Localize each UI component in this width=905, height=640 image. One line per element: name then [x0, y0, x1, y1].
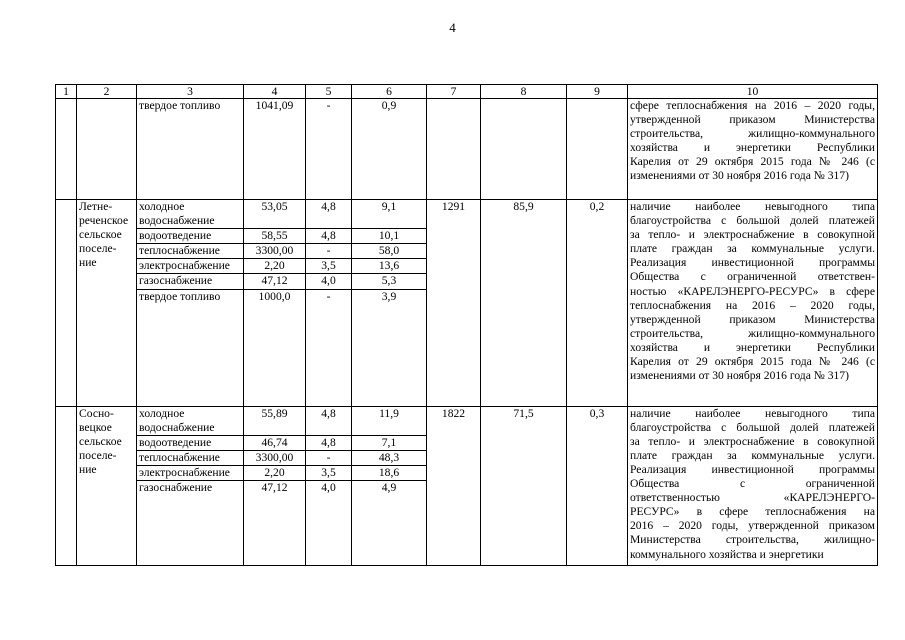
note-text: [628, 99, 878, 200]
value-col5: 4,0: [306, 274, 352, 289]
column-header-3: 3: [137, 85, 244, 99]
value-col9: [567, 99, 628, 200]
column-header-9: 9: [567, 85, 628, 99]
settlement-line: сельское: [79, 434, 122, 448]
value-col4: 58,55: [244, 229, 306, 244]
settlement-line: поселе-: [79, 448, 117, 462]
resource-name: твердое топливо: [137, 289, 244, 406]
value-col7: [427, 99, 481, 200]
settlement-line: реченское: [79, 214, 129, 228]
resource-name: твердое топливо: [137, 99, 244, 200]
value-col5: 4,8: [306, 406, 352, 435]
column-header-1: 1: [56, 85, 77, 99]
value-col6: 58,0: [352, 244, 427, 259]
resource-name: холодное водоснабжение: [137, 406, 244, 435]
value-col6: 0,9: [352, 99, 427, 200]
value-col5: -: [306, 244, 352, 259]
table-row: [56, 99, 878, 200]
block-sosnovetskoe: [56, 406, 878, 565]
value-col7: 1822: [427, 406, 481, 565]
note-line: строительства, жилищно-коммунального: [630, 127, 875, 141]
value-col6: 5,3: [352, 274, 427, 289]
note-line: благоустройства с большой долей платежей: [630, 214, 875, 228]
settlement-line: сельское: [79, 228, 122, 242]
row-number: [56, 406, 77, 565]
value-col4: 55,89: [244, 406, 306, 435]
note-text: [628, 200, 878, 407]
note-line: Карелия от 29 октября 2015 года № 246 (с: [630, 155, 875, 169]
settlement-line: ние: [79, 256, 97, 270]
note-line: хозяйства и энергетики Республики: [630, 340, 875, 354]
value-col4: 53,05: [244, 200, 306, 229]
header-row: [56, 85, 878, 99]
note-line: Общества с ограниченной ответствен-: [630, 270, 875, 284]
value-col5: -: [306, 99, 352, 200]
value-col6: 48,3: [352, 450, 427, 465]
note-line: благоустройства с большой долей платежей: [630, 420, 875, 434]
resource-name: электроснабжение: [137, 259, 244, 274]
note-line: коммунального хозяйства и энергетики: [630, 547, 824, 561]
note-line: плате граждан за коммунальные услуги.: [630, 448, 875, 462]
settlement-line: вецкое: [79, 420, 112, 434]
settlement-name: [77, 406, 137, 565]
note-line: Министерства строительства, жилищно-: [630, 533, 875, 547]
page-number: 4: [449, 20, 456, 35]
settlement-name: [77, 200, 137, 407]
note-line: наличие наиболее невыгодного типа: [630, 406, 875, 420]
note-line: изменениями от 30 ноября 2016 года № 317): [630, 369, 849, 383]
resource-name: газоснабжение: [137, 481, 244, 566]
note-line: наличие наиболее невыгодного типа: [630, 200, 875, 213]
value-col6: 11,9: [352, 406, 427, 435]
note-line: ответственностью «КАРЕЛЭНЕРГО-: [630, 491, 875, 505]
note-line: за тепло- и электроснабжение в совокупной: [630, 228, 875, 242]
resource-name: теплоснабжение: [137, 244, 244, 259]
note-line: хозяйства и энергетики Республики: [630, 141, 875, 155]
note-line: ностью «КАРЕЛЭНЕРГО-РЕСУРС» в сфере: [630, 284, 875, 298]
value-col6: 9,1: [352, 200, 427, 229]
note-line: строительства, жилищно-коммунального: [630, 326, 875, 340]
value-col5: 4,8: [306, 229, 352, 244]
value-col6: 3,9: [352, 289, 427, 406]
note-line: сфере теплоснабжения на 2016 – 2020 годы,: [630, 99, 875, 112]
note-line: утвержденной приказом Министерства: [630, 312, 875, 326]
value-col8: [481, 99, 567, 200]
note-line: Реализация инвестиционной программы: [630, 462, 875, 476]
value-col6: 18,6: [352, 465, 427, 480]
row-number: [56, 99, 77, 200]
value-col7: 1291: [427, 200, 481, 407]
settlement-line: Летне-: [79, 200, 113, 213]
resource-name: водоотведение: [137, 229, 244, 244]
note-line: плате граждан за коммунальные услуги.: [630, 242, 875, 256]
note-text: [628, 406, 878, 565]
value-col5: 4,8: [306, 200, 352, 229]
value-col4: 1041,09: [244, 99, 306, 200]
value-col5: 4,0: [306, 481, 352, 566]
value-col4: 3300,00: [244, 450, 306, 465]
settlement-name: [77, 99, 137, 200]
value-col9: 0,2: [567, 200, 628, 407]
note-line: за тепло- и электроснабжение в совокупной: [630, 434, 875, 448]
value-col5: 3,5: [306, 259, 352, 274]
value-col5: -: [306, 450, 352, 465]
column-header-6: 6: [352, 85, 427, 99]
value-col5: 3,5: [306, 465, 352, 480]
note-line: РЕСУРС» в сфере теплоснабжения на: [630, 505, 875, 519]
value-col6: 4,9: [352, 481, 427, 566]
settlement-line: поселе-: [79, 242, 117, 256]
note-line: изменениями от 30 ноября 2016 года № 317): [630, 169, 849, 183]
value-col5: 4,8: [306, 435, 352, 450]
block-letnerechenskoe: [56, 200, 878, 407]
value-col4: 47,12: [244, 274, 306, 289]
value-col4: 3300,00: [244, 244, 306, 259]
column-header-2: 2: [77, 85, 137, 99]
column-header-8: 8: [481, 85, 567, 99]
data-table: [55, 84, 878, 566]
value-col6: 13,6: [352, 259, 427, 274]
resource-name: теплоснабжение: [137, 450, 244, 465]
column-header-5: 5: [306, 85, 352, 99]
value-col8: 85,9: [481, 200, 567, 407]
value-col6: 10,1: [352, 229, 427, 244]
note-line: утвержденной приказом Министерства: [630, 113, 875, 127]
value-col4: 47,12: [244, 481, 306, 566]
value-col6: 7,1: [352, 435, 427, 450]
settlement-line: ние: [79, 462, 97, 476]
settlement-line: Сосно-: [79, 406, 114, 420]
resource-name: холодное водоснабжение: [137, 200, 244, 229]
value-col5: -: [306, 289, 352, 406]
column-header-4: 4: [244, 85, 306, 99]
value-col4: 2,20: [244, 259, 306, 274]
value-col4: 1000,0: [244, 289, 306, 406]
block-continuation: [56, 99, 878, 200]
value-col4: 46,74: [244, 435, 306, 450]
column-header-7: 7: [427, 85, 481, 99]
note-line: теплоснабжения на 2016 – 2020 годы,: [630, 298, 875, 312]
table-row: [56, 406, 878, 435]
note-line: 2016 – 2020 годы, утвержденной приказом: [630, 519, 875, 533]
value-col4: 2,20: [244, 465, 306, 480]
note-line: Реализация инвестиционной программы: [630, 256, 875, 270]
note-line: Общества с ограниченной: [630, 477, 875, 491]
value-col9: 0,3: [567, 406, 628, 565]
note-line: Карелия от 29 октября 2015 года № 246 (с: [630, 355, 875, 369]
column-header-10: 10: [628, 85, 878, 99]
table-row: [56, 200, 878, 229]
row-number: [56, 200, 77, 407]
resource-name: газоснабжение: [137, 274, 244, 289]
resource-name: водоотведение: [137, 435, 244, 450]
value-col8: 71,5: [481, 406, 567, 565]
resource-name: электроснабжение: [137, 465, 244, 480]
